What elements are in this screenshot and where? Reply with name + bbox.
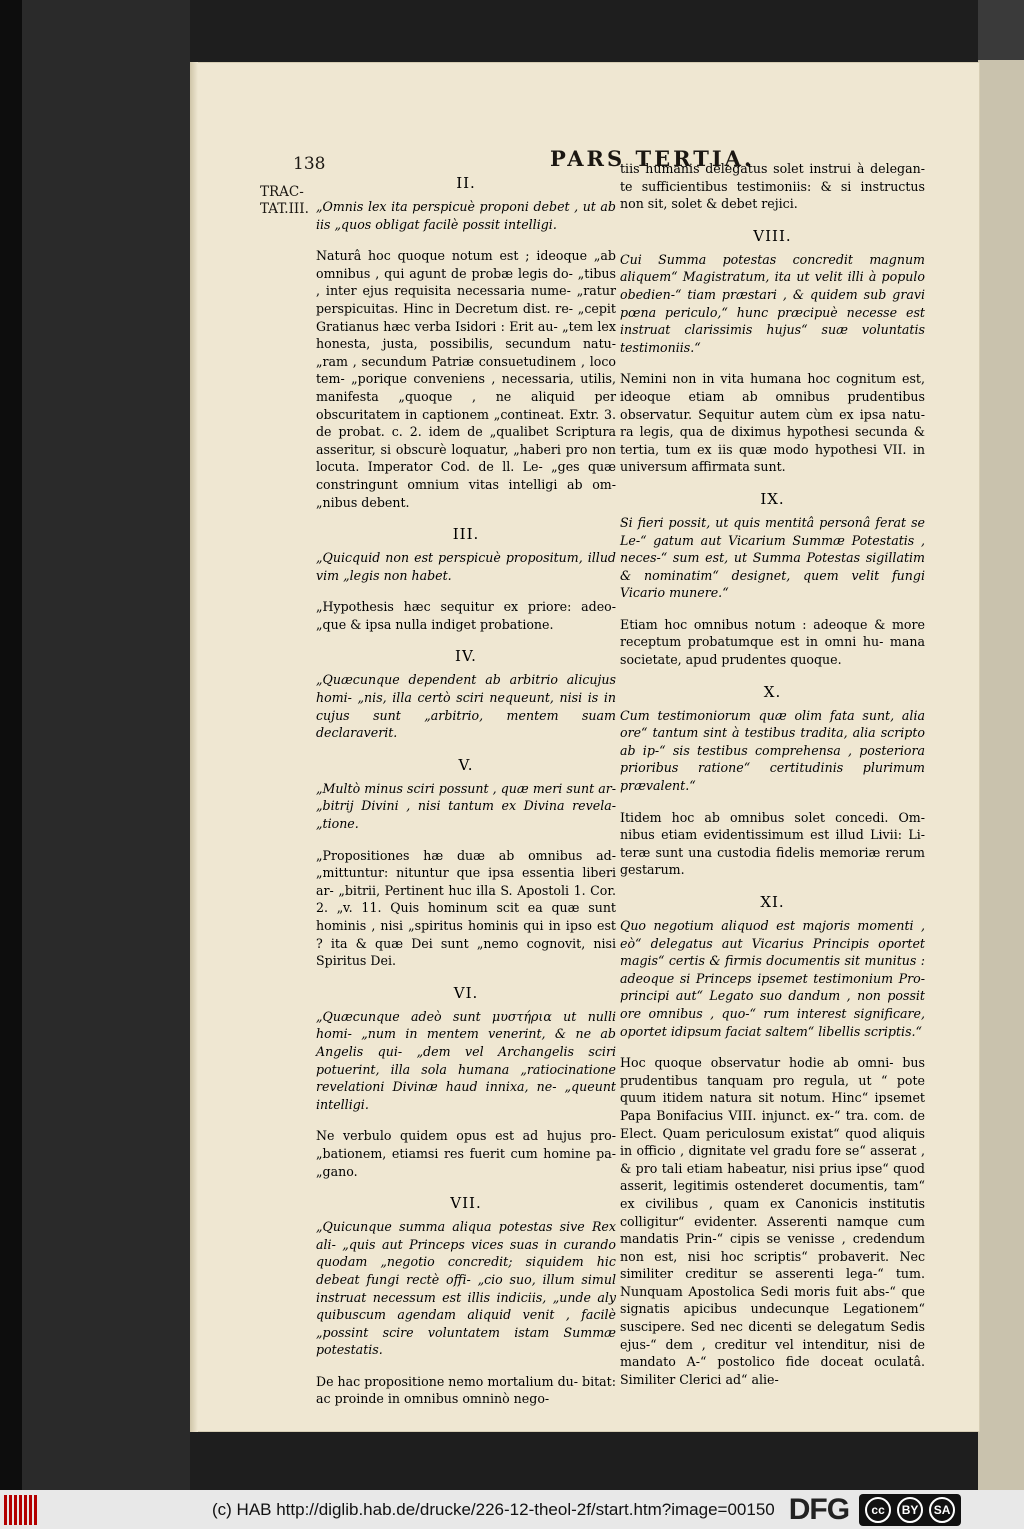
hypothesis-text: „Quicquid non est perspicuè propositum, illud vim „legis non habet. [316,550,616,583]
hypothesis-text: „Quæcunque adeò sunt μυστήρια ut nulli homi- „num in mentem venerint, & ne ab Angelis qui- „dem vel Archangelis sciri potuerint, illa sola humana „ratiocinatione revelationi Divinæ haud innixa, ne- „queunt intelligi. [316,1008,616,1112]
hypothesis-text: Cui Summa potestas concredit magnum aliquem“ Magistratum, ita ut velit illi à populo obedien-“ tiam præstari , & quidem sub gravi pœna periculo,“ hunc præcipuè necesse est instruat clarissimis hujus“ suæ voluntatis testimoniis.“ [620,251,925,355]
scan-right-edge-top [978,0,1024,60]
next-page-edge [978,60,1024,1490]
section-number: III. [452,525,480,544]
book-page [190,62,980,1432]
commentary-text: Ne verbulo quidem opus est ad hujus pro- „bationem, etiamsi res fuerit cum homine pa- „gano. [316,1128,616,1179]
commentary-text: „Hypothesis hæc sequitur ex priore: adeo- „que & ipsa nulla indiget probatione. [316,599,616,632]
commentary-text: tiis humanis delegatus solet instrui à delegan- te sufficientibus testimoniis: & si instructus non sit, solet & debet rejici. [620,161,925,212]
section-number: IV. [455,647,477,666]
commentary-text: Nemini non in vita humana hoc cognitum est, ideoque etiam ab omnibus prudentibus observatur. Sequitur autem cùm ex ipsa natu- ra legis, qua de diximus hypothesi secunda & tertia, tum ex iis quæ modo hypothesi VII. in universum affirmata sunt. [620,371,925,475]
hypothesis-text: Si fieri possit, ut quis mentitâ personâ ferat se Le-“ gatum aut Vicarium Summæ Potestatis , neces-“ sum est, ut Summa Potestas sigillatim & nominatim“ designet, quem velit fungi Vicario munere.“ [620,514,925,601]
commentary-text: „Propositiones hæ duæ ab omnibus ad- „mittuntur: nituntur que ipsa essentia liberi ar- „bitrii, Pertinent huc illa S. Apostoli 1. Cor. 2. „v. 11. Quis hominum scit ea quæ sunt hominis , nisi „spiritus hominis qui in ipso est ? ita & quæ Dei sunt „nemo cognovit, nisi Spiritus Dei. [316,847,616,969]
section-number: IX. [760,489,785,508]
commentary-text: Etiam hoc omnibus notum : adeoque & more receptum probatumque est in omni hu- mana societate, apud prudentes quoque. [620,616,925,668]
dfg-logo: DFG [788,1492,850,1526]
running-head: PARS TERTIA. [550,146,755,171]
hypothesis-text: „Multò minus sciri possunt , quæ meri sunt ar- „bitrij Divini , nisi tantum ex Divina revela- „tione. [316,780,616,832]
commentary-text: Naturâ hoc quoque notum est ; ideoque „ab omnibus , qui agunt de probæ legis do- „tibus , inter ejus requisita necessaria nume- „ratur perspicuitas. Hinc in Decretum dist. re- „cepit Gratianus hæc verba Isidori : Erit au- „tem lex honesta, justa, possibilis, secundum natu- „ram , secundum Patriæ consuetudinem , loco tem- „porique conveniens , necessaria, utilis, manifesta „quoque , ne aliquid per obscuritatem in captionem „contineat. Extr. 3. de probat. c. 2. idem de „qualibet Scriptura asseritur, si obscurè loquatur, „haberi pro non locuta. Imperator Cod. de ll. Le- „ges quæ constringunt omnium vitas intelligi ab om- „nibus debent. [316,248,616,510]
hab-logo [4,1495,40,1525]
hypothesis-text: „Quicunque summa aliqua potestas sive Rex ali- „quis aut Princeps vices suas in curando quodam „negotio concredit; siquidem hic debeat fungi rectè offi- „cio suo, illum simul instruat necessum est illis indiciis, „unde aly quibuscum agendam aliquid venit , facilè „possint scire voluntatem istam Summæ potestatis. [316,1219,616,1358]
hypothesis-text: Quo negotium aliquod est majoris momenti , eò“ delegatus aut Vicarius Principis oportet magis“ certis & firmis documentis sit munitus : adeoque si Princeps ipsemet testimonium Pro-principi aut“ Legato suo dandum , non possit ore omnibus , quo-“ rum interest significare, oportet idipsum faciat saltem“ libellis scriptis.“ [620,918,925,1039]
hypothesis-text: „Omnis lex ita perspicuè proponi debet , ut ab iis „quos obligat facilè possit intelligi. [316,199,616,232]
section-number: VI. [453,983,479,1002]
by-icon: BY [897,1497,923,1523]
cc-icon: cc [865,1497,891,1523]
commentary-text: Itidem hoc ab omnibus solet concedi. Om- nibus etiam evidentissimum est illud Livii: Li- teræ sunt una custodia fidelis memoriæ rerum gestarum. [620,809,925,878]
copyright-link[interactable]: (c) HAB http://diglib.hab.de/drucke/226-12-theol-2f/start.htm?image=00150 [212,1499,775,1519]
scan-left-edge [0,0,22,1490]
right-column [620,160,925,1402]
section-number: V. [458,755,474,774]
hypothesis-text: „Quæcunque dependent ab arbitrio alicujus homi- „nis, illa certò sciri nequeunt, nisi is in cujus sunt „arbitrio, mentem suam declaraverit. [316,672,616,741]
hypothesis-text: Cum testimoniorum quæ olim fata sunt, alia ore“ tantum sint à testibus tradita, alia scripto ab ip-“ sis testibus comprehensa , posteriora prioribus ratione“ certitudinis plurimum prævalent.“ [620,707,925,794]
license-badge[interactable] [859,1494,961,1526]
section-number: VII. [450,1194,482,1213]
footer-bar [0,1490,1024,1529]
section-number: VIII. [753,226,792,245]
left-column [316,174,616,1422]
margin-note: TRAC- TAT.III. [260,184,309,217]
scan-background [22,0,190,1490]
sa-icon: SA [929,1497,955,1523]
section-number: XI. [760,893,785,911]
page-number: 138 [293,154,326,174]
commentary-text: De hac propositione nemo mortalium du- bitat: ac proinde in omnibus omninò nego- [316,1373,616,1407]
section-number: II. [456,174,476,192]
section-number: X. [763,682,782,701]
commentary-text: Hoc quoque observatur hodie ab omni- bus prudentibus tanquam pro regula, ut “ pote quum itidem natura sit notum. Hinc“ ipsemet Papa Bonifacius VIII. injunct. ex-“ tra. com. de Elect. Quam periculosum existat“ quod aliquis in officio , dignitate vel gradu fore se“ asserat , & pro tali etiam habeatur, nisi prius ipse“ quod asserit, legitimis ostenderet documentis, tam“ ex civilibus , quam ex Canonicis institutis colligitur“ evidenter. Asserenti namque cum mandatis Prin-“ cipis se venisse , credendum non est, nisi hoc scriptis“ probaverit. Nec similiter creditur se asserenti lega-“ tum. Nunquam Apostolica Sedi moris fuit abs-“ que signatis apicibus undecunque Legationem“ suscipere. Sed nec dicenti se delegatum Sedis ejus-“ dem , creditur vel intenditur, nisi de mandato A-“ postolico fide doceat oculatâ. Similiter Clerici ad“ alie- [620,1055,925,1387]
